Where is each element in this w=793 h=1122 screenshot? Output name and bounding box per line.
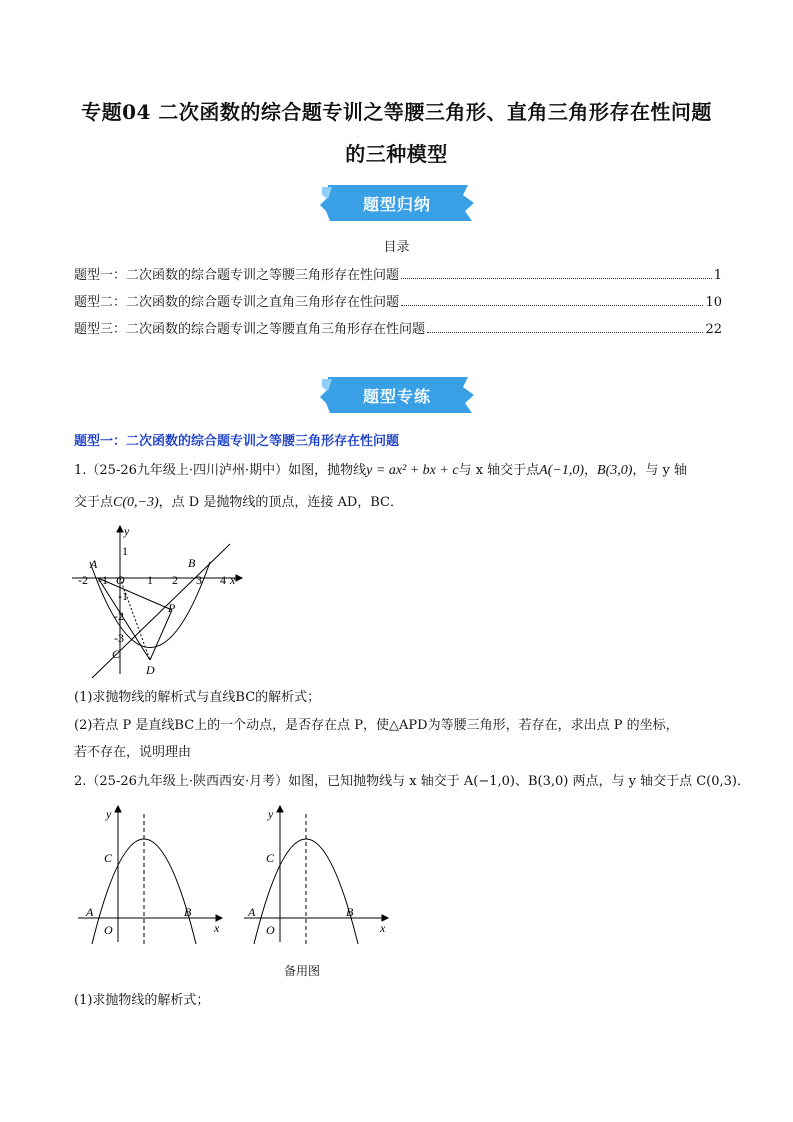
page-title: 专题04 二次函数的综合题专训之等腰三角形、直角三角形存在性问题 [81,100,712,124]
y-tick: -1 [118,589,128,603]
y-axis-label: y [124,524,130,538]
y-axis-arrow [117,526,123,532]
figure-caption: 备用图 [284,964,321,978]
toc-entry[interactable] [74,291,722,310]
point-a-label: A [248,905,256,919]
q1-sep: ， [584,463,598,478]
q1-line2-pre: 交于点 [74,495,114,510]
q1-subquestion-2-cont: 若不存在，说明理由 [74,745,192,760]
question-1-line1 [74,462,687,480]
toc-label: 题型二：二次函数的综合题专训之直角三角形存在性问题 [74,295,400,310]
toc-leader [427,332,703,333]
x-tick: 1 [147,573,153,587]
toc-page: 22 [705,322,722,337]
q1-point-a: A(−1,0) [539,463,584,478]
point-c-label: C [112,647,121,661]
toc-page: 1 [713,268,722,283]
x-tick: 2 [172,573,178,587]
point-c-label: C [104,851,113,865]
point-b-label: B [346,905,354,919]
point-b-label: B [188,556,196,570]
y-axis-label: y [106,807,112,821]
x-axis-label: x [214,921,220,935]
y-tick: 1 [122,544,128,558]
origin-label: O [266,923,275,937]
q1-subquestion-1: (1)求抛物线的解析式与直线BC的解析式； [74,690,321,705]
origin-label: O [116,573,125,587]
segment-ap [98,578,172,610]
x-tick: -1 [98,573,108,587]
figure-2-graph [74,804,224,946]
point-a-label: A [86,905,94,919]
toc-entry[interactable] [74,318,722,337]
point-c-label: C [266,851,275,865]
q1-mid: 与 x 轴交于点 [458,463,540,478]
section-banner-summary [318,183,476,223]
y-tick: -3 [114,631,124,645]
q2-subquestion-1: (1)求抛物线的解析式； [74,993,210,1008]
y-tick: -2 [114,609,124,623]
x-tick: -2 [78,573,88,587]
toc-page: 10 [705,295,722,310]
y-axis-label: y [268,807,274,821]
segment-dp [150,610,172,660]
question-1-line2 [74,494,403,512]
x-axis-label: x [230,573,236,587]
q1-prefix: 1.（25-26九年级上·四川泸州·期中）如图，抛物线 [74,463,367,478]
x-axis-label: x [380,921,386,935]
banner-text: 题型专练 [362,387,431,406]
point-a-label: A [90,557,98,571]
origin-label: O [104,923,113,937]
point-d-label: D [146,663,155,677]
x-tick: 4 [220,573,226,587]
q1-end: ，与 y 轴 [632,463,688,478]
page-title-line2: 的三种模型 [345,142,448,166]
figure-1-graph [70,524,245,682]
point-p-label: P [168,601,176,615]
section-banner-practice [318,375,476,415]
q1-line2-post: ，点 D 是抛物线的顶点，连接 AD，BC． [158,495,403,510]
q1-subquestion-2: (2)若点 P 是直线BC上的一个动点，是否存在点 P，使△APD为等腰三角形，若存在，求出点 P 的坐标， [74,718,679,733]
toc-label: 题型一：二次函数的综合题专训之等腰三角形存在性问题 [74,268,400,283]
toc-label: 题型三：二次函数的综合题专训之等腰直角三角形存在性问题 [74,322,426,337]
point-b-label: B [184,905,192,919]
toc-leader [401,278,712,279]
q1-point-c: C(0,−3) [113,495,159,510]
figure-2-backup-graph [240,804,390,946]
question-2-line1: 2.（25-26九年级上·陕西西安·月考）如图，已知抛物线与 x 轴交于 A(−1,0)、B(3,0) 两点，与 y 轴交于点 C(0,3)． [74,774,750,789]
x-tick: 3 [196,573,202,587]
toc-title: 目录 [383,240,410,255]
q1-point-b: B(3,0) [597,463,633,478]
q1-equation: y = ax² + bx + c [366,463,459,478]
toc-leader [401,305,703,306]
banner-text: 题型归纳 [362,195,431,214]
toc-entry[interactable] [74,264,722,283]
section-heading: 题型一：二次函数的综合题专训之等腰三角形存在性问题 [74,434,400,449]
x-axis-arrow [236,575,242,581]
